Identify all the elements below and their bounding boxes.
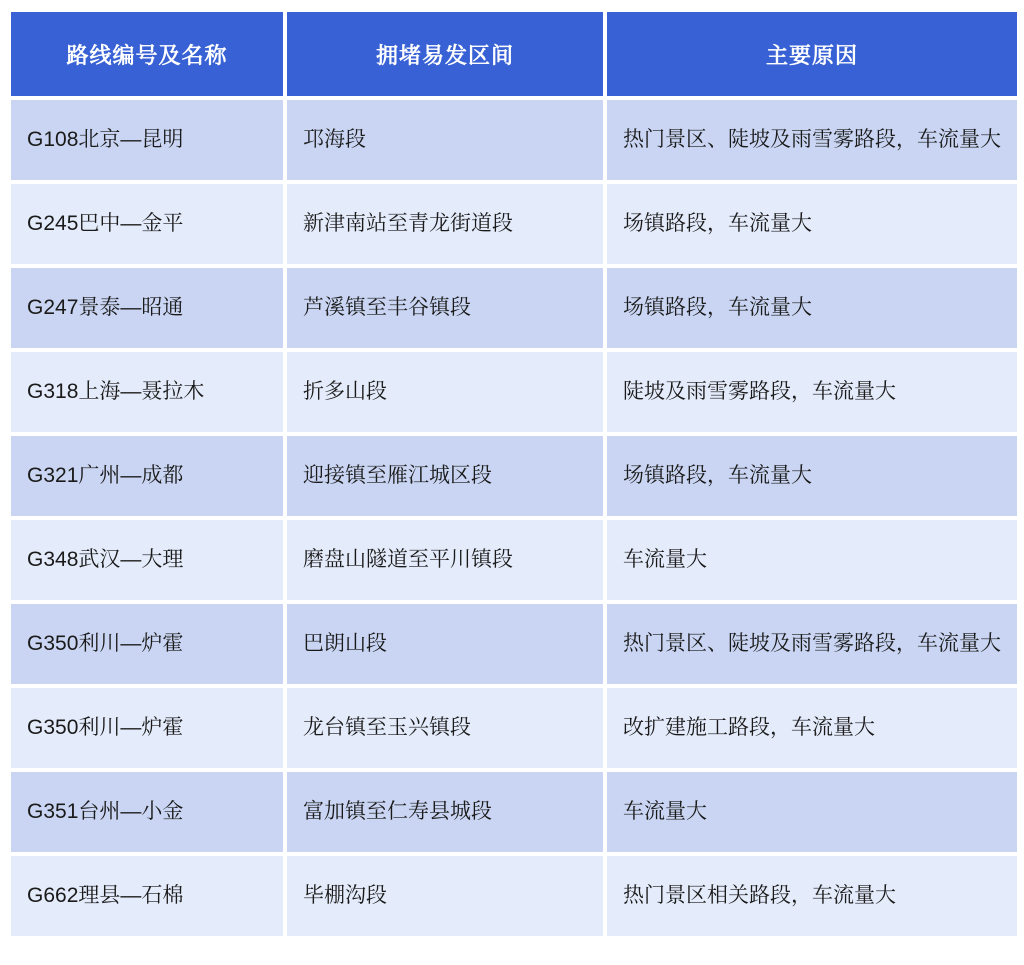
congestion-table — [7, 8, 1021, 940]
cell-section: 迎接镇至雁江城区段 — [287, 436, 603, 516]
table-row — [11, 436, 1017, 516]
cell-reason: 场镇路段，车流量大 — [607, 268, 1017, 348]
cell-route: G247景泰—昭通 — [11, 268, 283, 348]
column-header-route: 路线编号及名称 — [11, 12, 283, 96]
cell-section: 毕棚沟段 — [287, 856, 603, 936]
table-row — [11, 352, 1017, 432]
cell-reason: 车流量大 — [607, 520, 1017, 600]
column-header-section: 拥堵易发区间 — [287, 12, 603, 96]
cell-section: 磨盘山隧道至平川镇段 — [287, 520, 603, 600]
cell-section: 巴朗山段 — [287, 604, 603, 684]
cell-reason: 热门景区、陡坡及雨雪雾路段，车流量大 — [607, 604, 1017, 684]
table-row — [11, 604, 1017, 684]
cell-reason: 改扩建施工路段，车流量大 — [607, 688, 1017, 768]
cell-route: G318上海—聂拉木 — [11, 352, 283, 432]
cell-section: 龙台镇至玉兴镇段 — [287, 688, 603, 768]
table-header-row — [11, 12, 1017, 96]
cell-route: G348武汉—大理 — [11, 520, 283, 600]
table-row — [11, 772, 1017, 852]
cell-section: 邛海段 — [287, 100, 603, 180]
cell-reason: 热门景区、陡坡及雨雪雾路段，车流量大 — [607, 100, 1017, 180]
table-row — [11, 184, 1017, 264]
cell-reason: 场镇路段，车流量大 — [607, 436, 1017, 516]
table-row — [11, 100, 1017, 180]
cell-route: G350利川—炉霍 — [11, 604, 283, 684]
table-row — [11, 520, 1017, 600]
cell-reason: 车流量大 — [607, 772, 1017, 852]
table-row — [11, 856, 1017, 936]
cell-reason: 陡坡及雨雪雾路段，车流量大 — [607, 352, 1017, 432]
congestion-table-container — [7, 8, 1017, 940]
cell-reason: 热门景区相关路段，车流量大 — [607, 856, 1017, 936]
cell-section: 芦溪镇至丰谷镇段 — [287, 268, 603, 348]
cell-section: 富加镇至仁寿县城段 — [287, 772, 603, 852]
cell-reason: 场镇路段，车流量大 — [607, 184, 1017, 264]
cell-route: G108北京—昆明 — [11, 100, 283, 180]
column-header-reason: 主要原因 — [607, 12, 1017, 96]
table-row — [11, 268, 1017, 348]
cell-route: G351台州—小金 — [11, 772, 283, 852]
cell-route: G662理县—石棉 — [11, 856, 283, 936]
cell-route: G321广州—成都 — [11, 436, 283, 516]
cell-route: G350利川—炉霍 — [11, 688, 283, 768]
cell-section: 折多山段 — [287, 352, 603, 432]
table-row — [11, 688, 1017, 768]
table-body — [11, 100, 1017, 936]
table-header — [11, 12, 1017, 96]
cell-route: G245巴中—金平 — [11, 184, 283, 264]
cell-section: 新津南站至青龙街道段 — [287, 184, 603, 264]
